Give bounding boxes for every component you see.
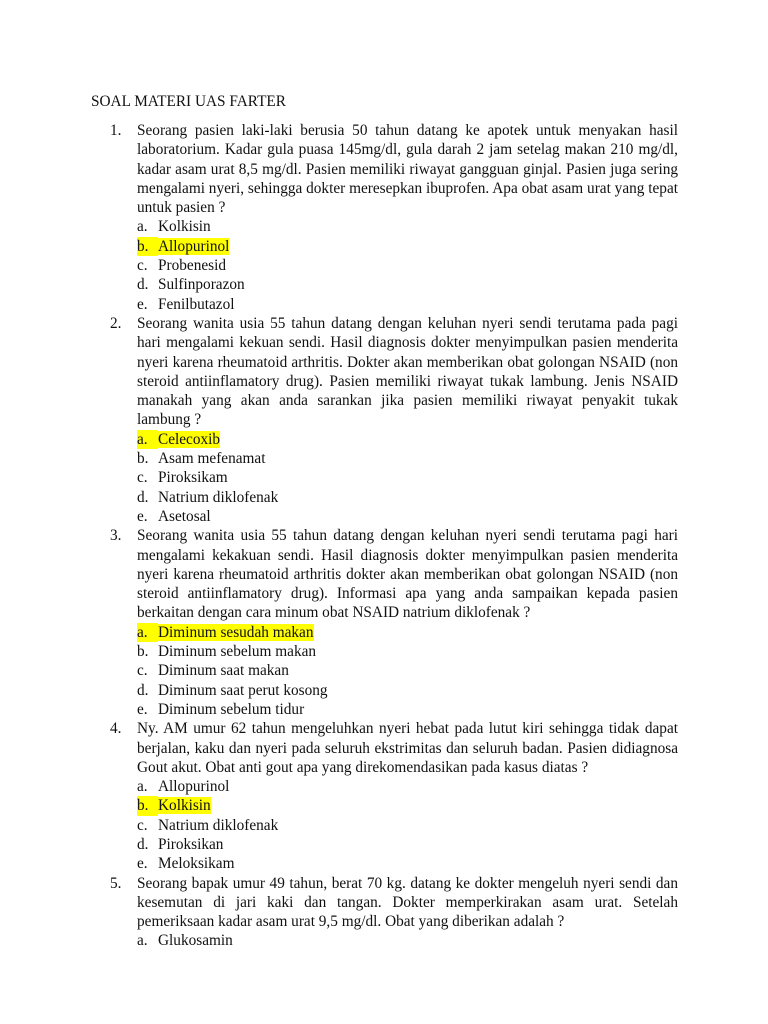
option-text: Glukosamin — [158, 932, 233, 950]
answer-option — [137, 449, 678, 468]
question-item — [110, 314, 678, 526]
question-number: 4. — [110, 720, 122, 738]
option-letter: b. — [137, 796, 158, 815]
question-item — [110, 526, 678, 719]
answer-option — [137, 700, 678, 719]
option-text: Allopurinol — [158, 778, 230, 796]
question-text: Seorang bapak umur 49 tahun, berat 70 kg. datang ke dokter mengeluh nyeri sendi dan kesemutan di jari kaki dan tangan. Dokter memperkirakan asam urat. Setelah pemeriksaan kadar asam urat 9,5 mg/dl. Obat yang diberikan adalah ? — [137, 874, 678, 931]
answer-option — [137, 295, 678, 314]
question-number: 1. — [110, 122, 122, 139]
answer-option — [137, 777, 678, 796]
option-letter: c. — [137, 257, 148, 275]
question-text: Seorang pasien laki-laki berusia 50 tahun datang ke apotek untuk menyakan hasil laboratorium. Kadar gula puasa 145mg/dl, gula darah 2 jam setelag makan 210 mg/dl, kadar asam urat 8,5 mg/dl. Pasien memiliki riwayat gangguan ginjal. Pasien juga sering mengalami nyeri, sehingga dokter meresepkan ibuprofen. Apa obat asam urat yang tepat untuk pasien ? — [137, 122, 678, 217]
option-letter: e. — [137, 295, 148, 313]
option-text: Meloksikam — [158, 855, 235, 873]
option-letter: a. — [137, 623, 158, 642]
answer-option-highlighted — [137, 796, 678, 815]
option-letter: e. — [137, 507, 148, 525]
question-item — [110, 874, 678, 951]
option-text: Natrium diklofenak — [158, 816, 279, 834]
question-number: 5. — [110, 874, 122, 892]
answer-option — [137, 642, 678, 661]
question-item — [110, 121, 678, 314]
answer-option — [137, 661, 678, 680]
option-letter: b. — [137, 643, 149, 661]
option-text: Kolkisin — [158, 218, 211, 236]
answer-option — [137, 468, 678, 487]
question-number: 2. — [110, 314, 122, 332]
question-text: Seorang wanita usia 55 tahun datang dengan keluhan nyeri sendi terutama pagi hari mengalami kekakuan sendi. Hasil diagnosis dokter menyimpulkan pasien menderita nyeri karena rheumatoid arthritis dokter akan memberikan obat golongan NSAID (non steroid antiinflamatory drug). Informasi apa yang anda sampaikan kepada pasien berkaitan dengan cara minum obat NSAID natrium diklofenak ? — [137, 527, 678, 622]
option-letter: a. — [137, 778, 148, 796]
answer-option — [137, 816, 678, 835]
option-letter: b. — [137, 450, 149, 468]
question-text: Ny. AM umur 62 tahun mengeluhkan nyeri hebat pada lutut kiri sehingga tidak dapat berjalan, kaku dan nyeri pada seluruh ekstrimitas dan seluruh badan. Pasien didiagnosa Gout akut. Obat anti gout apa yang direkomendasikan pada kasus diatas ? — [137, 720, 678, 776]
option-text: Piroksikam — [158, 469, 228, 487]
option-letter: e. — [137, 700, 148, 718]
answer-option-highlighted — [137, 623, 678, 642]
page-title: SOAL MATERI UAS FARTER — [91, 93, 286, 110]
option-text: Diminum sebelum tidur — [158, 700, 305, 718]
option-text: Asam mefenamat — [158, 450, 266, 468]
answer-option-highlighted — [137, 430, 678, 449]
answer-option — [137, 854, 678, 873]
option-text: Allopurinol — [158, 237, 230, 255]
answer-option — [137, 931, 678, 950]
answer-option — [137, 681, 678, 700]
option-text: Diminum saat perut kosong — [158, 681, 328, 699]
option-text: Diminum sebelum makan — [158, 643, 317, 661]
option-letter: c. — [137, 469, 148, 487]
option-letter: d. — [137, 681, 149, 699]
answer-option — [137, 217, 678, 236]
option-text: Piroksikan — [158, 835, 224, 853]
option-letter: d. — [137, 835, 149, 853]
answer-option — [137, 507, 678, 526]
question-text: Seorang wanita usia 55 tahun datang dengan keluhan nyeri sendi terutama pada pagi hari mengalami kekuan sendi. Hasil diagnosis dokter menyimpulkan pasien menderita nyeri karena rheumatoid arthritis. Dokter akan memberikan obat golongan NSAID (non steroid antiinflamatory drug). Pasien memiliki riwayat tukak lambung. Jenis NSAID manakah yang akan anda sarankan jika pasien memiliki riwayat penyakit tukak lambung ? — [137, 314, 678, 429]
option-letter: d. — [137, 488, 149, 506]
option-text: Diminum saat makan — [158, 662, 289, 680]
option-letter: e. — [137, 855, 148, 873]
option-text: Kolkisin — [158, 797, 211, 815]
answer-option — [137, 488, 678, 507]
answer-option-highlighted — [137, 237, 678, 256]
option-letter: c. — [137, 662, 148, 680]
question-list — [110, 121, 678, 951]
question-number: 3. — [110, 527, 122, 545]
option-letter: b. — [137, 237, 158, 256]
option-text: Asetosal — [158, 507, 211, 525]
option-letter: a. — [137, 218, 148, 236]
option-text: Diminum sesudah makan — [158, 623, 314, 641]
option-text: Celecoxib — [158, 430, 221, 448]
option-text: Probenesid — [158, 257, 226, 275]
question-item — [110, 719, 678, 873]
answer-option — [137, 275, 678, 294]
option-text: Fenilbutazol — [158, 295, 235, 313]
option-letter: d. — [137, 276, 149, 294]
answer-option — [137, 835, 678, 854]
option-letter: a. — [137, 932, 148, 950]
option-text: Sulfinporazon — [158, 276, 245, 294]
answer-option — [137, 256, 678, 275]
option-letter: a. — [137, 430, 158, 449]
option-text: Natrium diklofenak — [158, 488, 279, 506]
option-letter: c. — [137, 816, 148, 834]
